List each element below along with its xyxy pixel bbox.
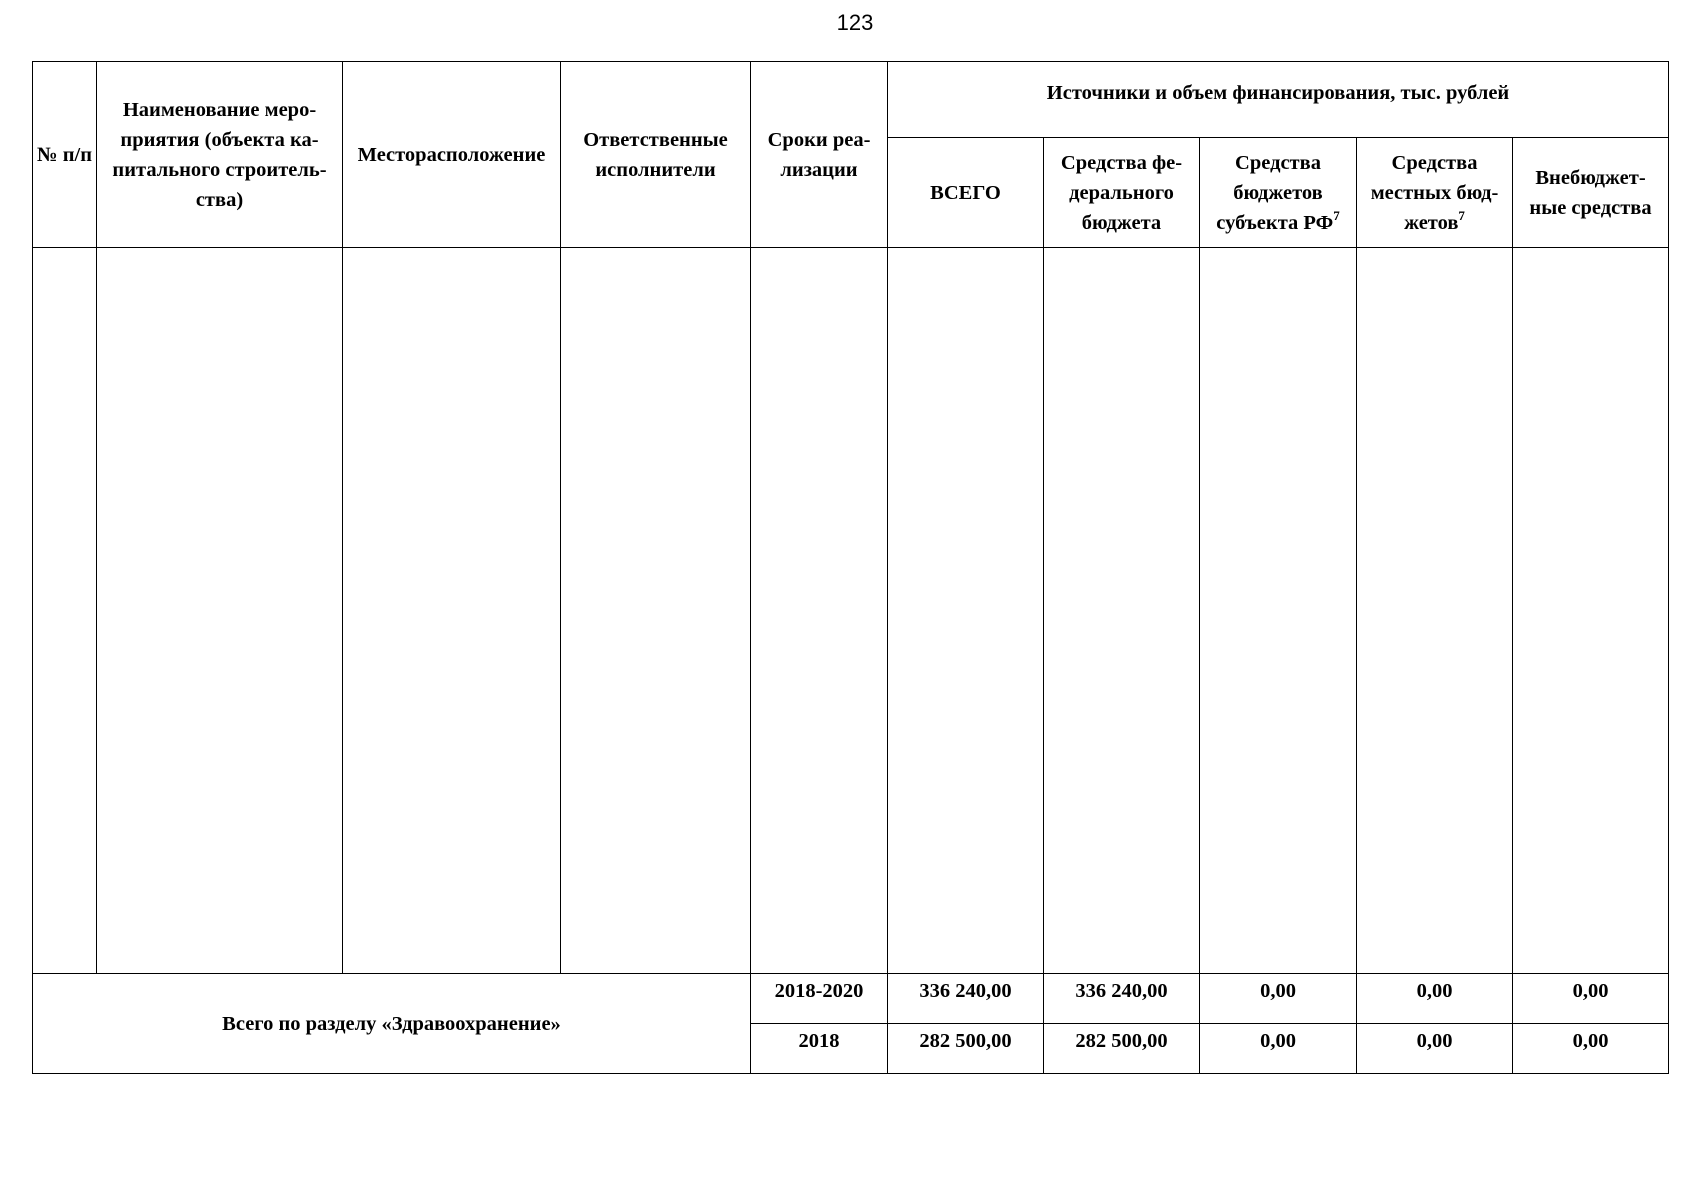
header-local-text: Средства местных бюд-жетов xyxy=(1370,151,1499,234)
header-regional-footnote: 7 xyxy=(1333,207,1340,223)
summary-regional: 0,00 xyxy=(1200,974,1357,1024)
summary-row xyxy=(33,974,1669,1024)
header-financing-group: Источники и объем финансирования, тыс. рублей xyxy=(888,62,1669,138)
body-cell-local xyxy=(1357,248,1513,974)
body-cell-federal xyxy=(1044,248,1200,974)
summary-federal: 282 500,00 xyxy=(1044,1024,1200,1074)
header-responsible: Ответственные исполнители xyxy=(561,62,751,248)
summary-extrabudget: 0,00 xyxy=(1513,974,1669,1024)
summary-extrabudget: 0,00 xyxy=(1513,1024,1669,1074)
header-local xyxy=(1357,138,1513,248)
header-federal: Средства фе-дерального бюджета xyxy=(1044,138,1200,248)
body-cell-responsible xyxy=(561,248,751,974)
body-cell-num xyxy=(33,248,97,974)
header-regional-text: Средства бюджетов субъекта РФ xyxy=(1216,151,1334,234)
summary-local: 0,00 xyxy=(1357,974,1513,1024)
summary-label: Всего по разделу «Здравоохранение» xyxy=(33,974,751,1074)
summary-period: 2018-2020 xyxy=(751,974,888,1024)
body-cell-terms xyxy=(751,248,888,974)
summary-regional: 0,00 xyxy=(1200,1024,1357,1074)
summary-total: 336 240,00 xyxy=(888,974,1044,1024)
body-cell-extrabudget xyxy=(1513,248,1669,974)
header-extrabudget: Внебюджет-ные средства xyxy=(1513,138,1669,248)
summary-period: 2018 xyxy=(751,1024,888,1074)
summary-local: 0,00 xyxy=(1357,1024,1513,1074)
header-location: Месторасположение xyxy=(343,62,561,248)
body-cell-name xyxy=(97,248,343,974)
body-cell-location xyxy=(343,248,561,974)
summary-total: 282 500,00 xyxy=(888,1024,1044,1074)
header-terms: Сроки реа-лизации xyxy=(751,62,888,248)
header-local-footnote: 7 xyxy=(1458,207,1465,223)
header-name: Наименование меро-приятия (объекта ка-питального строитель-ства) xyxy=(97,62,343,248)
header-total: ВСЕГО xyxy=(888,138,1044,248)
page-number: 123 xyxy=(836,10,874,35)
header-num: № п/п xyxy=(33,62,97,248)
financing-table xyxy=(32,61,1669,1074)
header-regional xyxy=(1200,138,1357,248)
body-cell-regional xyxy=(1200,248,1357,974)
body-cell-total xyxy=(888,248,1044,974)
summary-federal: 336 240,00 xyxy=(1044,974,1200,1024)
